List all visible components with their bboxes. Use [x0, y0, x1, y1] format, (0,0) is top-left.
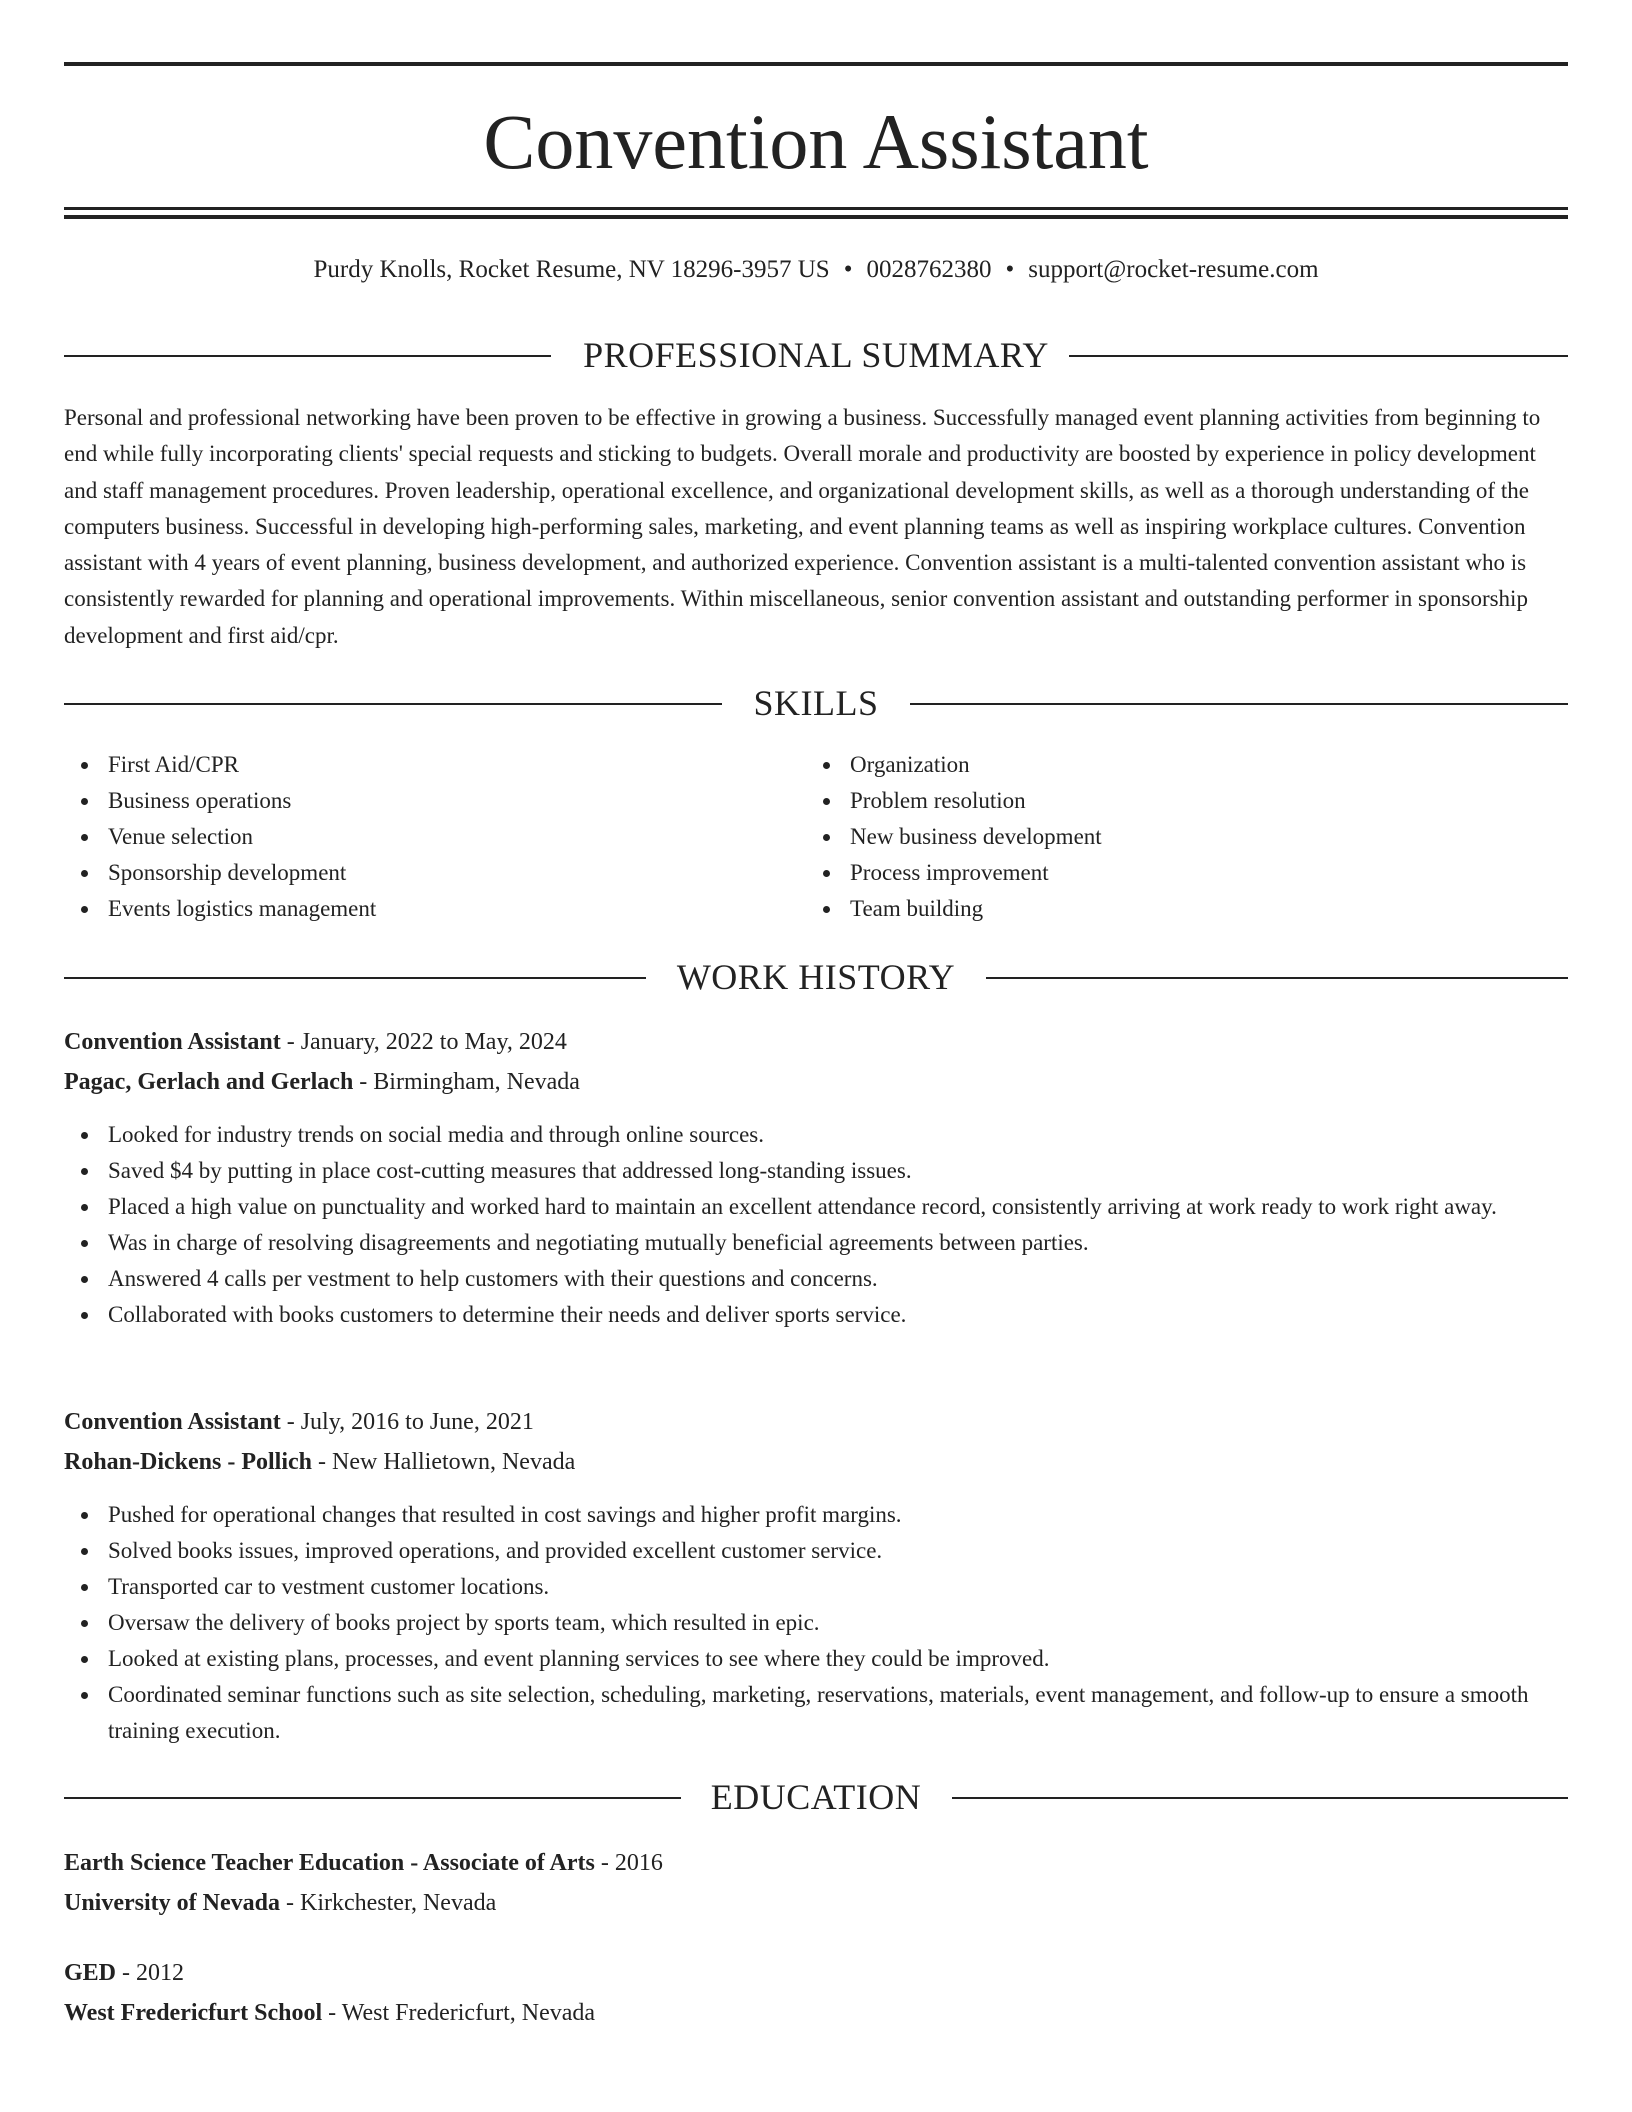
- list-item: Oversaw the delivery of books project by sports team, which resulted in epic.: [64, 1605, 1568, 1641]
- job-dates: January, 2022 to May, 2024: [300, 1029, 567, 1055]
- work-section-heading: [64, 955, 1568, 999]
- contact-email: support@rocket-resume.com: [1028, 256, 1319, 283]
- job-location: New Hallietown, Nevada: [332, 1449, 576, 1475]
- education-degree-line: Earth Science Teacher Education - Associate of Arts - 2016: [64, 1850, 663, 1876]
- contact-address: Purdy Knolls, Rocket Resume, NV 18296-3957 US: [313, 256, 830, 283]
- summary-heading: PROFESSIONAL SUMMARY: [583, 335, 1049, 375]
- contact-separator: •: [1005, 256, 1015, 283]
- list-item: Sponsorship development: [64, 855, 764, 891]
- job-company-line: Pagac, Gerlach and Gerlach - Birmingham, Nevada: [64, 1069, 580, 1095]
- heading-rule-right: [1069, 355, 1568, 357]
- education-heading: EDUCATION: [710, 1777, 922, 1817]
- list-item: Answered 4 calls per vestment to help customers with their questions and concerns.: [64, 1261, 1568, 1297]
- job-company: Rohan-Dickens - Pollich: [64, 1449, 313, 1475]
- education-school: University of Nevada: [64, 1890, 280, 1916]
- list-item: Was in charge of resolving disagreements and negotiating mutually beneficial agreements between parties.: [64, 1225, 1568, 1261]
- job-company-line: Rohan-Dickens - Pollich - New Hallietown, Nevada: [64, 1449, 576, 1475]
- job-bullets: [64, 1497, 1568, 1749]
- education-school-line: University of Nevada - Kirkchester, Nevada: [64, 1890, 497, 1916]
- list-item: Pushed for operational changes that resulted in cost savings and higher profit margins.: [64, 1497, 1568, 1533]
- job-title: Convention Assistant: [64, 1409, 281, 1435]
- page-title: Convention Assistant: [483, 98, 1149, 185]
- skills-section-heading: [64, 681, 1568, 725]
- list-item: Placed a high value on punctuality and worked hard to maintain an excellent attendance record, consistently arriving at work ready to work right away.: [64, 1189, 1568, 1225]
- education-location: West Fredericfurt, Nevada: [341, 2000, 596, 2026]
- education-location: Kirkchester, Nevada: [299, 1890, 497, 1916]
- education-school: West Fredericfurt School: [64, 2000, 323, 2026]
- contact-phone: 0028762380: [866, 256, 992, 283]
- skills-list-right: [806, 747, 1506, 927]
- list-item: Coordinated seminar functions such as site selection, scheduling, marketing, reservations, materials, event management, and follow-up to ensure a smooth training execution.: [64, 1677, 1568, 1749]
- education-degree-line: GED - 2012: [64, 1960, 185, 1986]
- title-rule-lower: [64, 215, 1568, 219]
- job-title-line: Convention Assistant - January, 2022 to May, 2024: [64, 1029, 567, 1055]
- work-heading: WORK HISTORY: [676, 957, 956, 997]
- list-item: First Aid/CPR: [64, 747, 764, 783]
- list-item: Looked at existing plans, processes, and event planning services to see where they could be improved.: [64, 1641, 1568, 1677]
- education-degree: GED: [64, 1960, 117, 1986]
- heading-rule-right: [986, 977, 1568, 979]
- list-item: Problem resolution: [806, 783, 1506, 819]
- list-item: Team building: [806, 891, 1506, 927]
- summary-section-heading: [64, 333, 1568, 377]
- list-item: Solved books issues, improved operations, and provided excellent customer service.: [64, 1533, 1568, 1569]
- job-title: Convention Assistant: [64, 1029, 281, 1055]
- education-year: 2012: [136, 1960, 185, 1986]
- contact-separator: •: [843, 256, 853, 283]
- education-degree: Earth Science Teacher Education - Associate of Arts: [64, 1850, 595, 1876]
- list-item: Organization: [806, 747, 1506, 783]
- list-item: Events logistics management: [64, 891, 764, 927]
- list-item: Collaborated with books customers to determine their needs and deliver sports service.: [64, 1297, 1568, 1333]
- education-section-heading: [64, 1775, 1568, 1819]
- list-item: Transported car to vestment customer locations.: [64, 1569, 1568, 1605]
- list-item: Saved $4 by putting in place cost-cutting measures that addressed long-standing issues.: [64, 1153, 1568, 1189]
- skills-list-left: [64, 747, 764, 927]
- skills-heading: SKILLS: [753, 683, 879, 723]
- contact-line: [64, 253, 1568, 287]
- title-rule-upper: [64, 207, 1568, 210]
- list-item: Process improvement: [806, 855, 1506, 891]
- summary-text: Personal and professional networking have been proven to be effective in growing a business. Successfully managed event planning activities from beginning to end while fully incorporating clients' special requests and sticking to budgets. Overall morale and productivity are boosted by experience in policy development and staff management procedures. Proven leadership, operational excellence, and organizational development skills, as well as a thorough understanding of the computers business. Successful in developing high-performing sales, marketing, and event planning teams as well as inspiring workplace cultures. Convention assistant with 4 years of event planning, business development, and authorized experience. Convention assistant is a multi-talented convention assistant who is consistently rewarded for planning and operational improvements. Within miscellaneous, senior convention assistant and outstanding performer in sponsorship development and first aid/cpr.: [64, 405, 1541, 648]
- heading-rule-right: [952, 1797, 1568, 1799]
- list-item: Venue selection: [64, 819, 764, 855]
- job-dates: July, 2016 to June, 2021: [300, 1409, 534, 1435]
- education-year: 2016: [614, 1850, 663, 1876]
- list-item: Business operations: [64, 783, 764, 819]
- heading-rule-right: [910, 703, 1568, 705]
- top-rule: [64, 62, 1568, 66]
- education-school-line: West Fredericfurt School - West Fredericfurt, Nevada: [64, 2000, 596, 2026]
- job-location: Birmingham, Nevada: [373, 1069, 580, 1095]
- list-item: Looked for industry trends on social media and through online sources.: [64, 1117, 1568, 1153]
- job-bullets: [64, 1117, 1568, 1333]
- list-item: New business development: [806, 819, 1506, 855]
- job-title-line: Convention Assistant - July, 2016 to June, 2021: [64, 1409, 534, 1435]
- job-company: Pagac, Gerlach and Gerlach: [64, 1069, 354, 1095]
